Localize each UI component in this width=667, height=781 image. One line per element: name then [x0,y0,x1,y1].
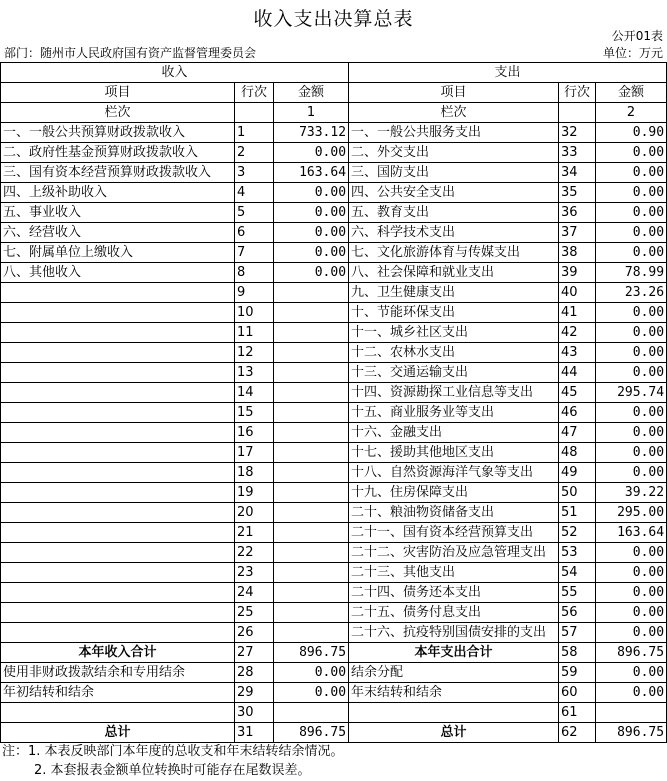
income-item-name [1,483,235,503]
expense-row-no: 52 [559,523,596,543]
expense-row-no: 55 [559,583,596,603]
table-row [1,463,667,483]
expense-amount: 163.64 [596,523,667,543]
expense-amount: 0.00 [596,663,667,683]
table-row [1,423,667,443]
expense-amount: 0.00 [596,683,667,703]
income-grand-total-label: 总计 [1,723,235,743]
table-row [1,383,667,403]
income-item-name [1,423,235,443]
income-amount [274,543,349,563]
income-amount [274,523,349,543]
income-row-no: 14 [235,383,274,403]
expense-item-name: 十二、农林水支出 [349,343,559,363]
expense-column-number: 2 [596,103,667,123]
income-amount [274,463,349,483]
income-row-no: 6 [235,223,274,243]
expense-item-name: 十五、商业服务业等支出 [349,403,559,423]
income-row-no: 10 [235,303,274,323]
income-column-label: 栏次 [1,103,235,123]
expense-grand-total-row-no: 62 [559,723,596,743]
income-row-no: 21 [235,523,274,543]
expense-row-no: 44 [559,363,596,383]
expense-item-name: 十、节能环保支出 [349,303,559,323]
income-amount [274,583,349,603]
income-item-name [1,443,235,463]
income-total-row-no: 27 [235,643,274,663]
income-item-name [1,363,235,383]
expense-item-name: 三、国防支出 [349,163,559,183]
income-row-no: 29 [235,683,274,703]
table-row [1,223,667,243]
income-item-name [1,503,235,523]
income-row-no: 7 [235,243,274,263]
expense-item-name: 一、一般公共服务支出 [349,123,559,143]
income-row-no: 1 [235,123,274,143]
footnote-2: 2. 本套报表金额单位转换时可能存在尾数误差。 [34,763,311,778]
table-row [1,683,667,703]
table-row [1,323,667,343]
table-row [1,483,667,503]
expense-item-name: 结余分配 [349,663,559,683]
income-row-no: 12 [235,343,274,363]
expense-item-name: 十四、资源勘探工业信息等支出 [349,383,559,403]
income-row-no: 18 [235,463,274,483]
income-row-no: 19 [235,483,274,503]
expense-item-name: 六、科学技术支出 [349,223,559,243]
income-row-no: 23 [235,563,274,583]
expense-amount: 0.00 [596,203,667,223]
expense-row-no: 61 [559,703,596,723]
expense-amount: 0.00 [596,143,667,163]
table-extra-rows [1,663,667,723]
expense-amount: 78.99 [596,263,667,283]
expense-row-no: 57 [559,623,596,643]
income-amount [274,603,349,623]
income-item-name: 三、国有资本经营预算财政拨款收入 [1,163,235,183]
expense-amount: 0.00 [596,623,667,643]
expense-amount: 39.22 [596,483,667,503]
expense-item-name: 七、文化旅游体育与传媒支出 [349,243,559,263]
expense-amount: 0.00 [596,403,667,423]
income-item-name [1,303,235,323]
expense-row-no: 51 [559,503,596,523]
income-amount [274,363,349,383]
income-row-no: 13 [235,363,274,383]
expense-row-no: 35 [559,183,596,203]
income-item-name [1,343,235,363]
summary-table [0,62,667,743]
grand-total-section [1,723,667,743]
table-row [1,263,667,283]
expense-amount: 0.00 [596,463,667,483]
table-row [1,363,667,383]
income-item-name [1,403,235,423]
expense-item-name: 年末结转和结余 [349,683,559,703]
income-row-no: 2 [235,143,274,163]
expense-row-no-header: 行次 [559,83,596,103]
income-row-no: 11 [235,323,274,343]
income-item-name [1,383,235,403]
expense-row-no: 34 [559,163,596,183]
expense-row-no: 32 [559,123,596,143]
income-row-no: 22 [235,543,274,563]
expense-amount: 0.00 [596,543,667,563]
income-column-number: 1 [274,103,349,123]
expense-amount: 0.00 [596,443,667,463]
unit-label: 单位：万元 [602,46,663,60]
table-row [1,243,667,263]
footnotes [2,742,344,780]
income-item-name: 六、经营收入 [1,223,235,243]
income-row-no: 15 [235,403,274,423]
income-amount [274,503,349,523]
table-row [1,523,667,543]
expense-grand-total-label: 总计 [349,723,559,743]
expense-item-name [349,703,559,723]
income-row-no: 25 [235,603,274,623]
income-item-name: 五、事业收入 [1,203,235,223]
expense-row-no: 40 [559,283,596,303]
table-row [1,303,667,323]
income-amount: 0.00 [274,663,349,683]
income-amount [274,383,349,403]
income-item-name [1,463,235,483]
income-row-no: 3 [235,163,274,183]
expense-row-no: 33 [559,143,596,163]
income-amount [274,423,349,443]
expense-item-name: 八、社会保障和就业支出 [349,263,559,283]
table-row [1,163,667,183]
header-row-section [1,63,667,83]
income-item-name [1,623,235,643]
expense-item-name: 十八、自然资源海洋气象等支出 [349,463,559,483]
expense-total-row-no: 58 [559,643,596,663]
income-amount [274,443,349,463]
income-amount: 0.00 [274,183,349,203]
table-row [1,663,667,683]
expense-amount: 0.00 [596,563,667,583]
expense-row-no: 38 [559,243,596,263]
income-amount: 0.00 [274,203,349,223]
income-row-no-header: 行次 [235,83,274,103]
table-row [1,543,667,563]
income-item-name [1,283,235,303]
expense-item-name: 二十四、债务还本支出 [349,583,559,603]
expense-amount-header: 金额 [596,83,667,103]
income-row-no: 8 [235,263,274,283]
expense-item-header: 项目 [349,83,559,103]
expense-amount: 0.00 [596,423,667,443]
expense-row-no: 59 [559,663,596,683]
table-row [1,583,667,603]
expense-item-name: 十六、金融支出 [349,423,559,443]
expense-grand-total-amount: 896.75 [596,723,667,743]
expense-item-name: 十一、城乡社区支出 [349,323,559,343]
expense-item-name: 十三、交通运输支出 [349,363,559,383]
expense-item-name: 二十三、其他支出 [349,563,559,583]
income-amount [274,403,349,423]
expense-item-name: 十九、住房保障支出 [349,483,559,503]
expense-row-no: 49 [559,463,596,483]
expense-amount: 0.00 [596,183,667,203]
expense-item-name: 二、外交支出 [349,143,559,163]
income-item-name [1,563,235,583]
expense-row-no: 39 [559,263,596,283]
expense-row-no: 54 [559,563,596,583]
table-row [1,503,667,523]
expense-amount: 0.00 [596,363,667,383]
expense-row-no: 36 [559,203,596,223]
income-amount: 0.00 [274,243,349,263]
expense-row-no: 37 [559,223,596,243]
income-item-name: 八、其他收入 [1,263,235,283]
income-item-name: 一、一般公共预算财政拨款收入 [1,123,235,143]
department-label: 部门：随州市人民政府国有资产监督管理委员会 [4,46,257,60]
expense-column-label-blank [559,103,596,123]
expense-row-no: 42 [559,323,596,343]
expense-item-name: 二十二、灾害防治及应急管理支出 [349,543,559,563]
income-amount: 0.00 [274,263,349,283]
income-item-header: 项目 [1,83,235,103]
expense-item-name: 五、教育支出 [349,203,559,223]
expense-total-label: 本年支出合计 [349,643,559,663]
table-row [1,123,667,143]
table-row [1,403,667,423]
income-amount: 0.00 [274,143,349,163]
income-row-no: 5 [235,203,274,223]
income-column-label-blank [235,103,274,123]
expense-amount [596,703,667,723]
table-row [1,203,667,223]
table-row [1,343,667,363]
expense-header: 支出 [349,63,667,83]
table-row [1,283,667,303]
income-grand-total-amount: 896.75 [274,723,349,743]
table-body [1,123,667,643]
expense-item-name: 九、卫生健康支出 [349,283,559,303]
expense-amount: 0.00 [596,223,667,243]
income-amount-header: 金额 [274,83,349,103]
table-row [1,623,667,643]
footnote-1: 注：1. 本表反映部门本年度的总收支和年末结转结余情况。 [2,744,344,759]
expense-row-no: 47 [559,423,596,443]
table-row [1,443,667,463]
income-row-no: 30 [235,703,274,723]
income-item-name: 年初结转和结余 [1,683,235,703]
expense-amount: 295.00 [596,503,667,523]
expense-row-no: 60 [559,683,596,703]
expense-row-no: 41 [559,303,596,323]
table-row [1,603,667,623]
header-row-columns [1,83,667,103]
income-item-name [1,703,235,723]
income-amount: 0.00 [274,223,349,243]
expense-row-no: 56 [559,603,596,623]
income-amount: 0.00 [274,683,349,703]
income-row-no: 24 [235,583,274,603]
income-item-name [1,543,235,563]
expense-row-no: 45 [559,383,596,403]
income-row-no: 9 [235,283,274,303]
expense-item-name: 十七、援助其他地区支出 [349,443,559,463]
income-total-label: 本年收入合计 [1,643,235,663]
expense-amount: 0.00 [596,323,667,343]
expense-row-no: 53 [559,543,596,563]
expense-item-name: 二十、粮油物资储备支出 [349,503,559,523]
income-amount [274,703,349,723]
income-row-no: 4 [235,183,274,203]
income-item-name: 二、政府性基金预算财政拨款收入 [1,143,235,163]
income-item-name: 七、附属单位上缴收入 [1,243,235,263]
expense-amount: 23.26 [596,283,667,303]
income-total-amount: 896.75 [274,643,349,663]
expense-row-no: 50 [559,483,596,503]
expense-item-name: 四、公共安全支出 [349,183,559,203]
expense-amount: 0.00 [596,583,667,603]
expense-total-amount: 896.75 [596,643,667,663]
expense-amount: 0.00 [596,243,667,263]
income-amount [274,343,349,363]
income-row-no: 17 [235,443,274,463]
income-item-name: 四、上级补助收入 [1,183,235,203]
expense-item-name: 二十一、国有资本经营预算支出 [349,523,559,543]
report-code: 公开01表 [611,29,663,43]
expense-item-name: 二十六、抗疫特别国债安排的支出 [349,623,559,643]
income-amount: 163.64 [274,163,349,183]
income-grand-total-row-no: 31 [235,723,274,743]
income-amount [274,483,349,503]
income-amount [274,563,349,583]
total-row [1,643,667,663]
table-row [1,703,667,723]
expense-item-name: 二十五、债务付息支出 [349,603,559,623]
page-title: 收入支出决算总表 [253,8,414,30]
expense-amount: 0.00 [596,343,667,363]
expense-column-label: 栏次 [349,103,559,123]
expense-row-no: 43 [559,343,596,363]
expense-amount: 0.00 [596,163,667,183]
income-row-no: 28 [235,663,274,683]
income-item-name [1,583,235,603]
expense-amount: 0.90 [596,123,667,143]
table-row [1,563,667,583]
expense-amount: 0.00 [596,303,667,323]
expense-row-no: 48 [559,443,596,463]
income-item-name: 使用非财政拨款结余和专用结余 [1,663,235,683]
income-item-name [1,323,235,343]
table-footer [1,643,667,663]
header-row-column-label [1,103,667,123]
income-item-name [1,523,235,543]
table-row [1,143,667,163]
income-amount: 733.12 [274,123,349,143]
income-amount [274,323,349,343]
expense-amount: 295.74 [596,383,667,403]
income-row-no: 20 [235,503,274,523]
income-header: 收入 [1,63,349,83]
income-amount [274,623,349,643]
income-amount [274,283,349,303]
expense-row-no: 46 [559,403,596,423]
expense-amount: 0.00 [596,603,667,623]
income-row-no: 16 [235,423,274,443]
grand-total-row [1,723,667,743]
table-row [1,183,667,203]
income-item-name [1,603,235,623]
income-amount [274,303,349,323]
income-row-no: 26 [235,623,274,643]
